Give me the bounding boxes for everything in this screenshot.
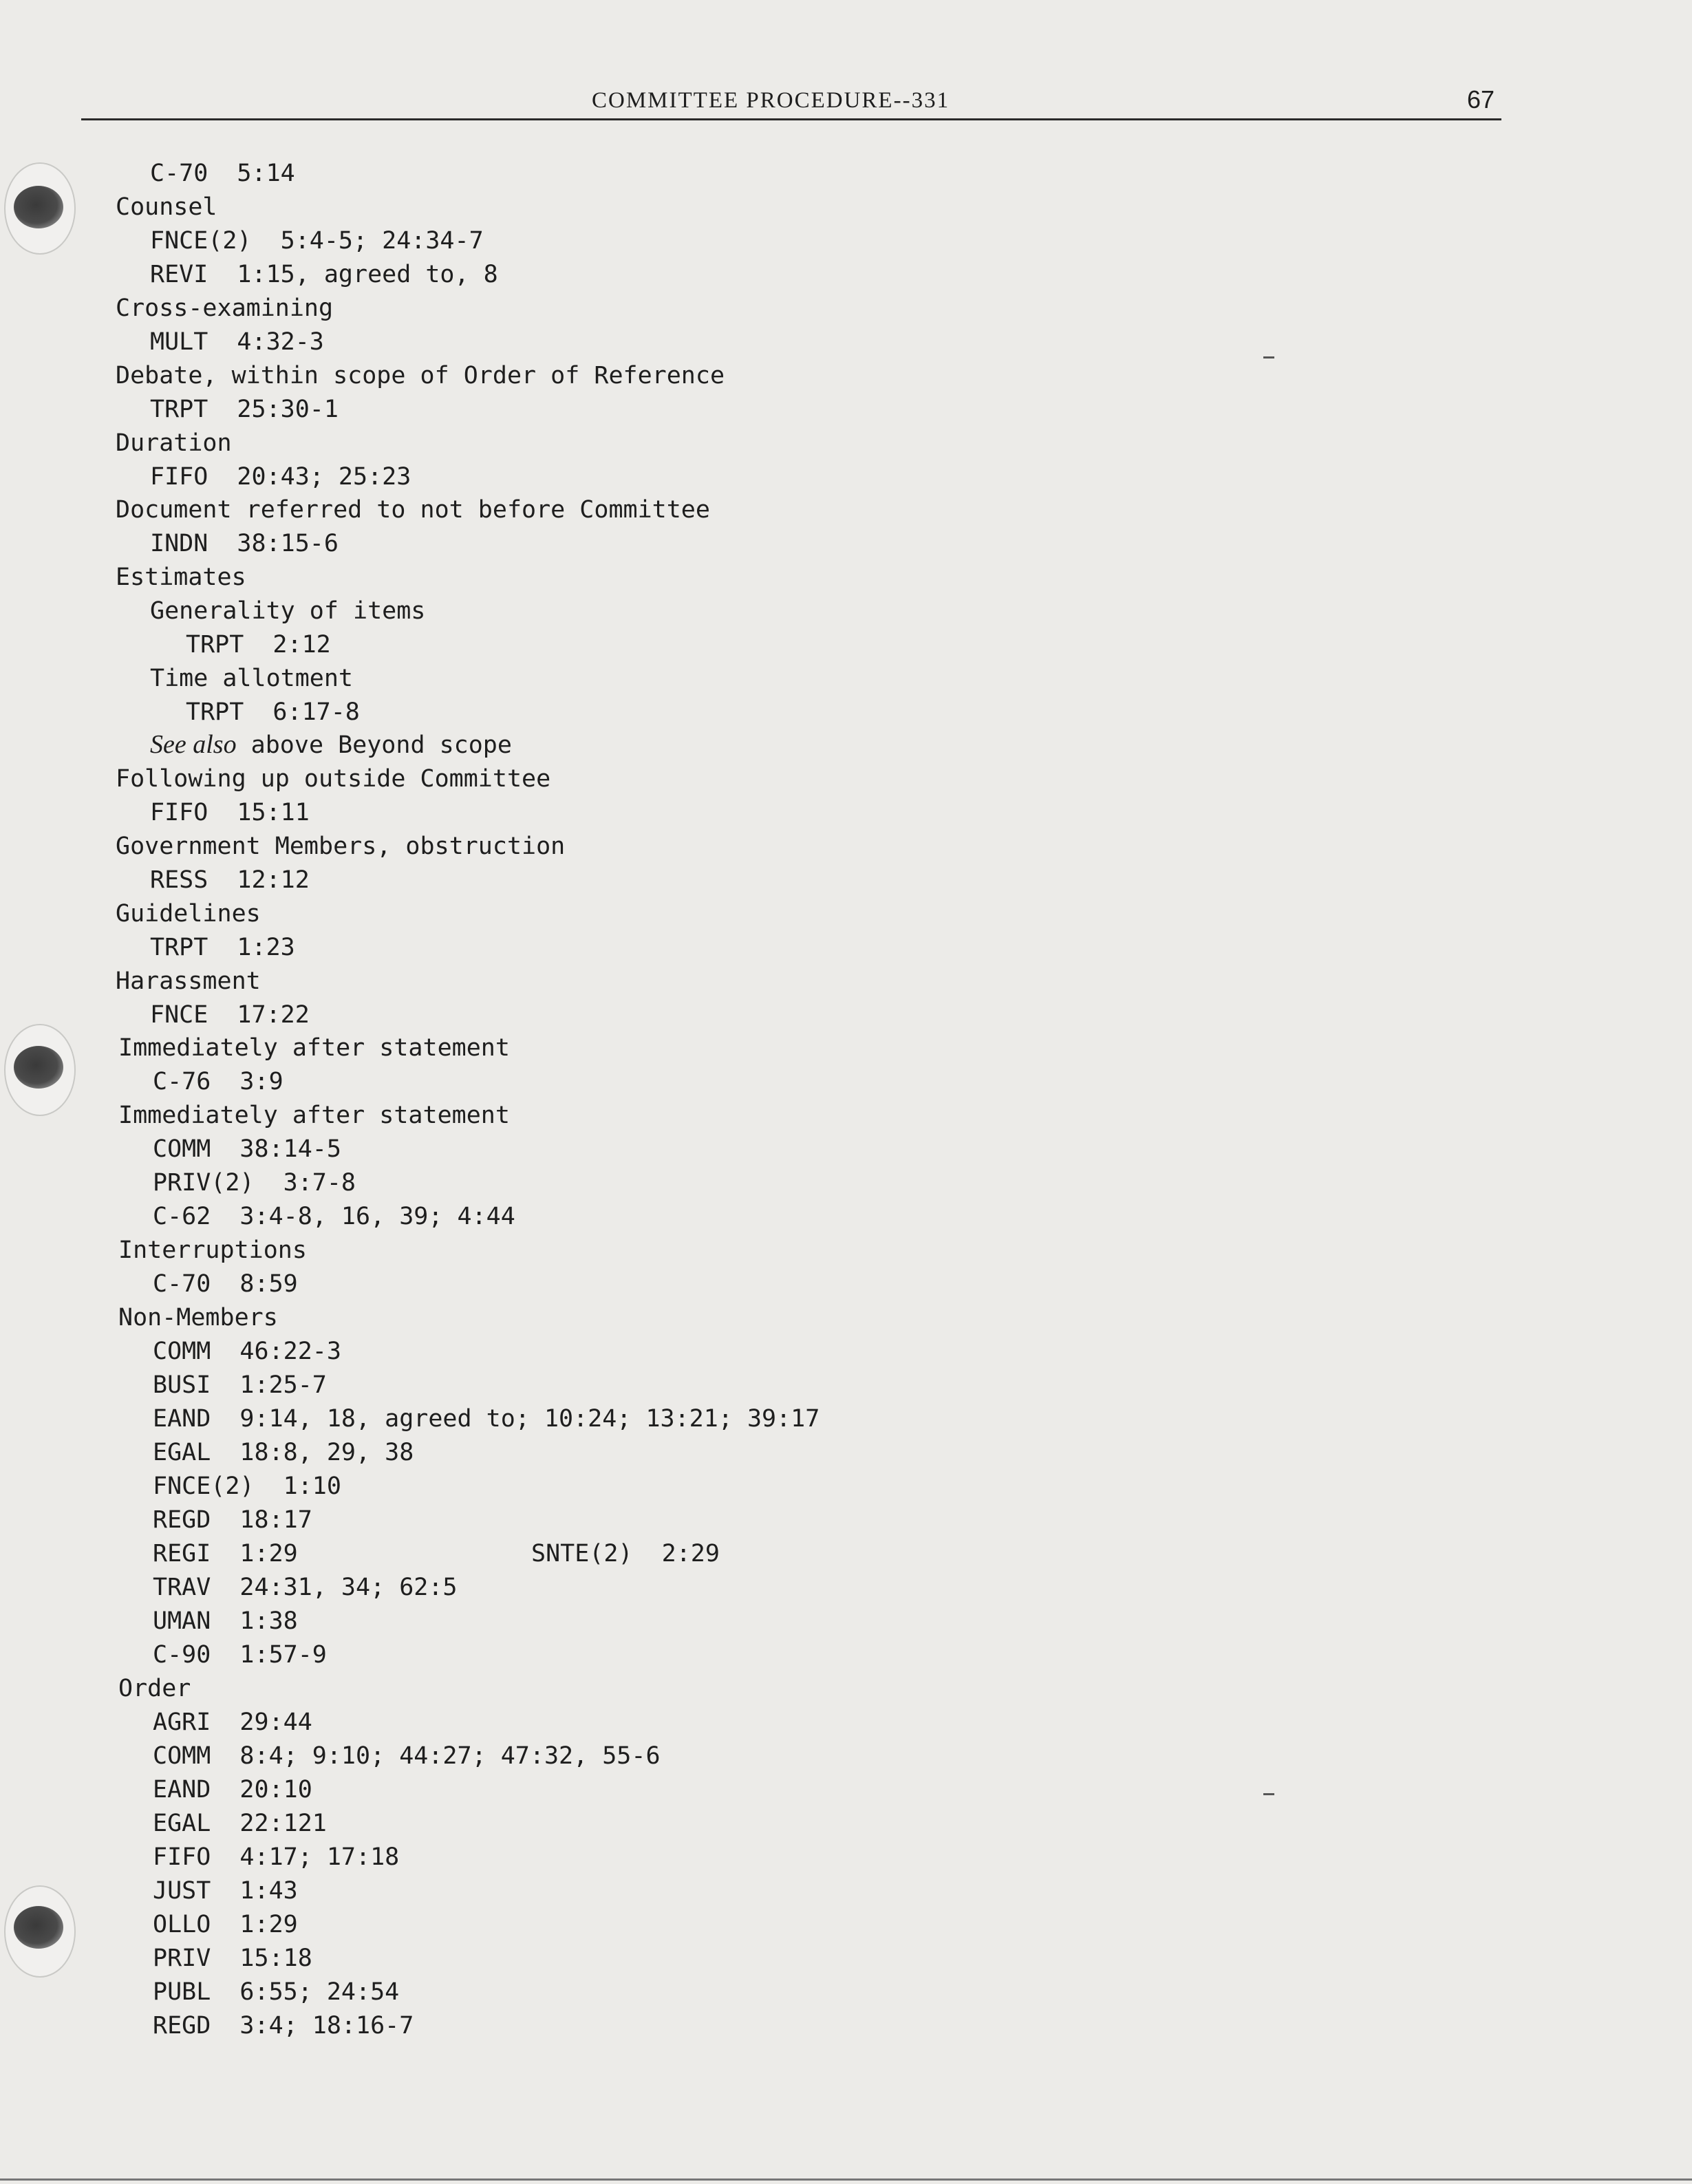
index-entry: COMM 8:4; 9:10; 44:27; 47:32, 55-6	[153, 1742, 661, 1770]
index-heading: Cross-examining	[116, 295, 334, 322]
index-entry: COMM 38:14-5	[153, 1135, 341, 1163]
index-entry: TRPT 2:12	[186, 631, 331, 659]
index-entry: EAND 20:10	[153, 1776, 312, 1803]
index-entry: INDN 38:15-6	[150, 530, 339, 557]
punch-hole-bottom	[14, 1906, 63, 1949]
index-entry: FIFO 4:17; 17:18	[153, 1843, 400, 1871]
index-entry: FIFO 20:43; 25:23	[150, 463, 411, 491]
index-heading: Guidelines	[116, 900, 261, 928]
index-heading: Debate, within scope of Order of Reference	[116, 362, 725, 389]
index-entry: TRAV 24:31, 34; 62:5	[153, 1574, 458, 1601]
index-entry: C-76 3:9	[153, 1068, 283, 1095]
index-entry: OLLO 1:29	[153, 1911, 298, 1938]
index-entry: JUST 1:43	[153, 1877, 298, 1905]
index-heading: Interruptions	[118, 1236, 307, 1264]
index-subheading: Time allotment	[150, 665, 354, 692]
index-entry: REGD 3:4; 18:16-7	[153, 2012, 414, 2040]
margin-mark	[1263, 1793, 1274, 1795]
see-also-label: See also	[150, 730, 237, 759]
punch-hole-top	[14, 186, 63, 228]
index-heading: Estimates	[116, 564, 246, 591]
page-bottom-edge	[0, 2178, 1692, 2181]
index-heading: Immediately after statement	[118, 1034, 510, 1062]
index-entry: C-70 8:59	[153, 1270, 298, 1298]
index-entry: FNCE(2) 5:4-5; 24:34-7	[150, 227, 484, 255]
see-also-reference	[150, 731, 512, 759]
index-entry: EAND 9:14, 18, agreed to; 10:24; 13:21; 39:17	[153, 1405, 820, 1433]
index-entry: REVI 1:15, agreed to, 8	[150, 261, 498, 288]
index-entry: C-62 3:4-8, 16, 39; 4:44	[153, 1203, 515, 1230]
index-entry: AGRI 29:44	[153, 1709, 312, 1736]
index-entry-side: SNTE(2) 2:29	[531, 1540, 720, 1567]
index-entry: REGD 18:17	[153, 1506, 312, 1534]
running-header: COMMITTEE PROCEDURE--331	[592, 88, 950, 113]
index-heading: Document referred to not before Committee	[116, 496, 710, 524]
see-also-target: above Beyond scope	[250, 731, 512, 759]
index-entry: TRPT 1:23	[150, 934, 295, 961]
index-heading: Harassment	[116, 967, 261, 995]
index-entry: C-90 1:57-9	[153, 1641, 327, 1669]
index-heading: Order	[118, 1675, 191, 1702]
index-heading: Counsel	[116, 193, 217, 221]
index-entry: FNCE 17:22	[150, 1001, 310, 1029]
index-heading: Duration	[116, 429, 232, 457]
punch-hole-middle	[14, 1046, 63, 1089]
index-entry: COMM 46:22-3	[153, 1338, 341, 1365]
index-entry: RESS 12:12	[150, 866, 310, 894]
index-entry: PRIV(2) 3:7-8	[153, 1169, 356, 1197]
index-heading: Immediately after statement	[118, 1102, 510, 1129]
index-entry: FIFO 15:11	[150, 799, 310, 826]
page-number: 67	[1467, 85, 1495, 114]
index-entry: FNCE(2) 1:10	[153, 1473, 341, 1500]
index-entry: PRIV 15:18	[153, 1945, 312, 1972]
index-heading: Following up outside Committee	[116, 765, 551, 793]
index-entry: BUSI 1:25-7	[153, 1371, 327, 1399]
index-entry: PUBL 6:55; 24:54	[153, 1978, 400, 2006]
header-rule	[81, 118, 1501, 120]
index-entry: EGAL 18:8, 29, 38	[153, 1439, 414, 1466]
index-heading: Government Members, obstruction	[116, 833, 566, 860]
index-entry: TRPT 25:30-1	[150, 396, 339, 423]
index-subheading: Generality of items	[150, 597, 426, 625]
index-entry: TRPT 6:17-8	[186, 698, 360, 726]
index-entry: C-70 5:14	[150, 160, 295, 187]
index-entry: EGAL 22:121	[153, 1810, 327, 1837]
index-entry: UMAN 1:38	[153, 1607, 298, 1635]
margin-mark	[1263, 356, 1274, 358]
index-heading: Non-Members	[118, 1304, 278, 1331]
index-entry: MULT 4:32-3	[150, 328, 324, 356]
index-entry: REGI 1:29	[153, 1540, 298, 1567]
